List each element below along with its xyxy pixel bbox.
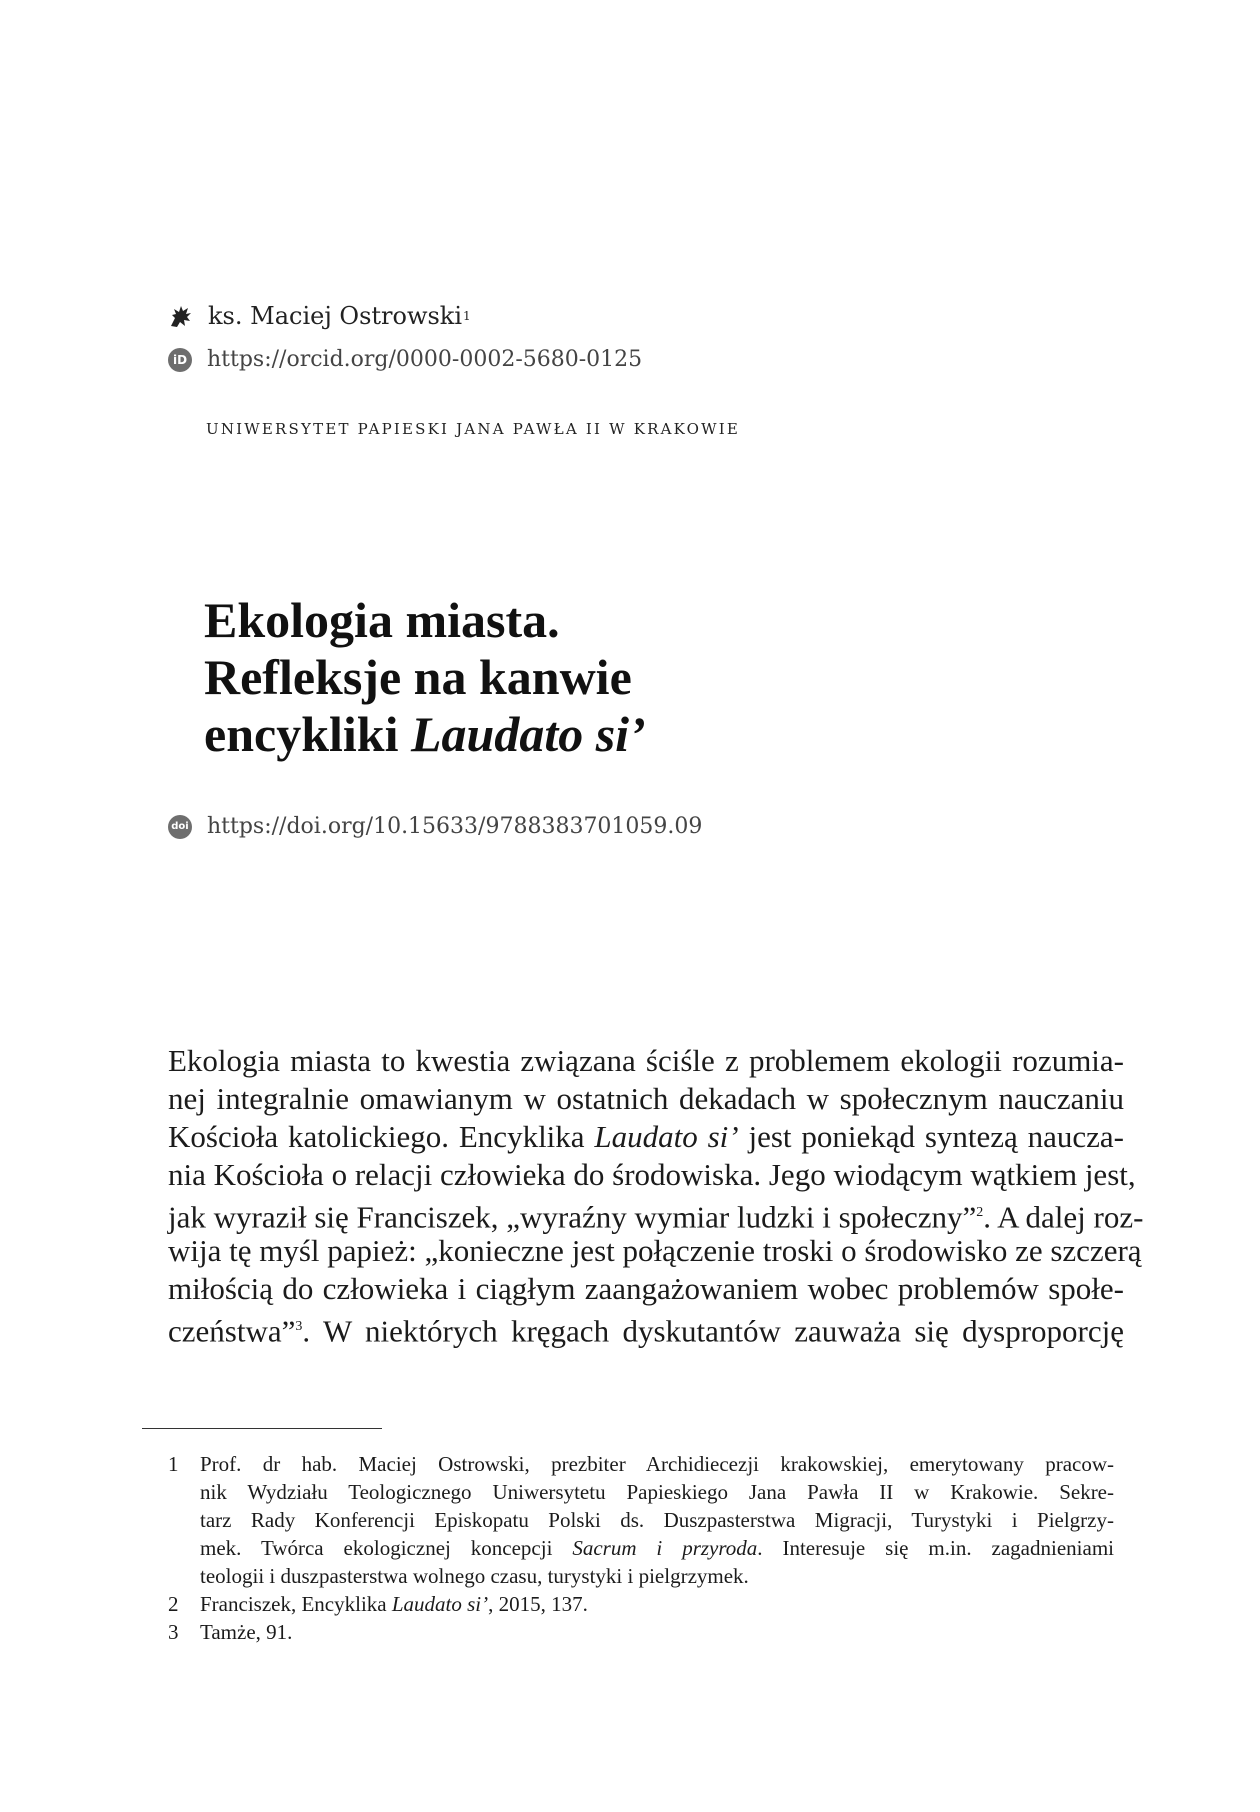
- body-line: Ekologia miasta to kwestia związana ściśle z problemem ekologii rozumia-: [168, 1043, 1124, 1078]
- footnote-line: teologii i duszpasterstwa wolnego czasu, turystyki i pielgrzymek.: [200, 1564, 749, 1588]
- title-line-1: Ekologia miasta.: [204, 592, 560, 648]
- footnote-ref[interactable]: 2: [976, 1205, 984, 1220]
- author-footnote-ref[interactable]: 1: [463, 309, 471, 323]
- footnote-text-run: Franciszek, Encyklika: [200, 1592, 392, 1616]
- body-line: nej integralnie omawianym w ostatnich dekadach w społecznym nauczaniu: [168, 1081, 1124, 1116]
- author-name: ks. Maciej Ostrowski: [208, 302, 463, 330]
- body-text-run: . A dalej roz-: [983, 1199, 1144, 1235]
- footnote-line: Tamże, 91.: [200, 1620, 293, 1644]
- body-paragraph: [168, 1042, 1144, 1349]
- body-text-run: jest poniekąd syntezą naucza-: [738, 1119, 1124, 1154]
- footnote-line: [200, 1534, 1114, 1562]
- doi-line: [168, 814, 702, 839]
- doi-link[interactable]: https://doi.org/10.15633/9788383701059.09: [207, 814, 703, 839]
- footnote-line: nik Wydziału Teologicznego Uniwersytetu Papieskiego Jana Pawła II w Krakowie. Sekre-: [200, 1480, 1114, 1504]
- body-line: miłością do człowieka i ciągłym zaangażowaniem wobec problemów społe-: [168, 1271, 1124, 1306]
- footnote-italic-run: Sacrum i przyroda: [572, 1536, 758, 1560]
- footnote-text-run: . Interesuje się m.in. zagadnieniami: [757, 1536, 1114, 1560]
- affiliation: UNIWERSYTET PAPIESKI JANA PAWŁA II W KRAKOWIE: [206, 420, 741, 438]
- footnote-number: 2: [168, 1592, 179, 1616]
- body-text-run: jak wyraził się Franciszek, „wyraźny wymiar ludzki i społeczny”: [168, 1199, 977, 1235]
- footnote-3: [168, 1618, 1114, 1646]
- body-line: nia Kościoła o relacji człowieka do środowiska. Jego wiodącym wątkiem jest,: [168, 1157, 1136, 1192]
- footnote-number: 3: [168, 1620, 179, 1644]
- body-text-run: Kościoła katolickiego. Encyklika: [168, 1119, 595, 1154]
- footnote-italic-run: Laudato si’: [391, 1592, 489, 1616]
- footnote-text-run: , 2015, 137.: [488, 1592, 588, 1616]
- body-line: [168, 1194, 1144, 1235]
- orcid-icon: iD: [168, 348, 192, 372]
- title-line-2: Refleksje na kanwie: [204, 649, 632, 705]
- article-title: [204, 592, 646, 763]
- footnote-line: Prof. dr hab. Maciej Ostrowski, prezbiter Archidiecezji krakowskiej, emerytowany pracow-: [200, 1452, 1114, 1476]
- footnote-1: [168, 1450, 1114, 1590]
- body-text-run: . W niektórych kręgach dyskutantów zauważa się dysproporcję: [302, 1313, 1124, 1349]
- title-prefix: encykliki: [204, 706, 411, 762]
- body-line: [168, 1308, 1124, 1349]
- footnote-number: 1: [168, 1452, 179, 1476]
- title-line-3: [204, 706, 646, 763]
- body-line: wija tę myśl papież: „konieczne jest połączenie troski o środowisko ze szczerą: [168, 1233, 1142, 1268]
- doi-icon: doi: [168, 815, 192, 839]
- footnote-text-run: mek. Twórca ekologicznej koncepcji: [200, 1536, 573, 1560]
- dragon-icon: [168, 303, 194, 329]
- orcid-line: [168, 347, 642, 372]
- body-text-run: czeństwa”: [168, 1313, 296, 1349]
- title-italic: Laudato si’: [410, 706, 646, 762]
- footnote-separator: [142, 1428, 382, 1429]
- body-line: [168, 1118, 1124, 1156]
- orcid-link[interactable]: https://orcid.org/0000-0002-5680-0125: [207, 347, 643, 372]
- footnote-2: [168, 1590, 1114, 1618]
- author-line: [168, 302, 471, 330]
- footnote-ref[interactable]: 3: [295, 1319, 303, 1334]
- body-italic-run: Laudato si’: [594, 1119, 739, 1154]
- footnote-line: [200, 1590, 1114, 1618]
- footnote-line: tarz Rady Konferencji Episkopatu Polski ds. Duszpasterstwa Migracji, Turystyki i Pielgrzy-: [200, 1508, 1114, 1532]
- footnotes: [168, 1450, 1114, 1646]
